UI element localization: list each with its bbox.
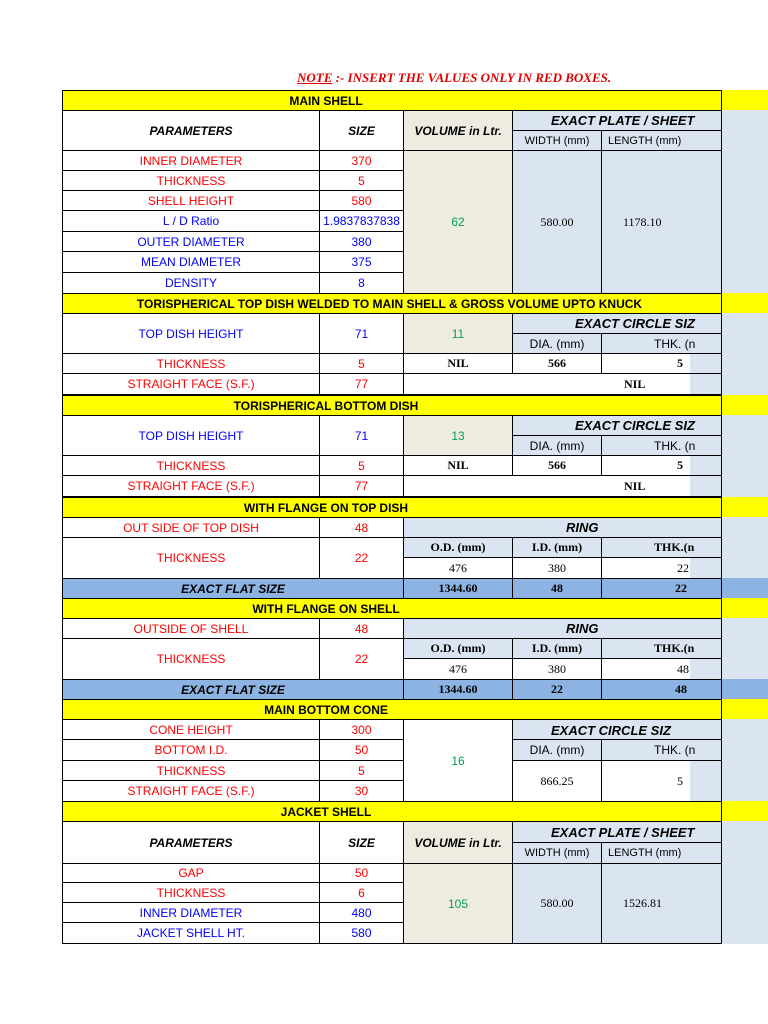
thickness-label[interactable]: THICKNESS: [62, 170, 320, 191]
jacket-exact-plate-header[interactable]: EXACT PLATE / SHEET: [512, 821, 722, 843]
top-dish-volume[interactable]: 11: [403, 313, 513, 354]
cone-title[interactable]: MAIN BOTTOM CONE: [62, 699, 722, 720]
ld-ratio-label[interactable]: L / D Ratio: [62, 210, 320, 232]
flange-top-flat-id[interactable]: 48: [512, 578, 602, 599]
cone-thk-header[interactable]: THK. (n: [601, 739, 722, 761]
top-dish-sf-nil[interactable]: NIL: [403, 373, 722, 395]
exact-plate-header[interactable]: EXACT PLATE / SHEET: [512, 110, 722, 131]
top-dish-sf-label[interactable]: STRAIGHT FACE (S.F.): [62, 373, 320, 395]
cone-circle-header[interactable]: EXACT CIRCLE SIZ: [512, 719, 722, 741]
cone-thickness-value[interactable]: 5: [319, 760, 404, 781]
bottom-dish-thk-header[interactable]: THK. (n: [601, 435, 722, 456]
bottom-dish-thk-value[interactable]: 5: [601, 455, 722, 476]
top-dish-thickness-label[interactable]: THICKNESS: [62, 353, 320, 374]
flange-shell-title[interactable]: WITH FLANGE ON SHELL: [62, 598, 722, 619]
jacket-width-value[interactable]: 580.00: [512, 863, 602, 944]
flange-shell-thickness-label[interactable]: THICKNESS: [62, 638, 320, 680]
density-label[interactable]: DENSITY: [62, 272, 320, 294]
flange-top-out-value[interactable]: 48: [319, 517, 404, 538]
main-shell-title[interactable]: MAIN SHELL: [62, 90, 722, 111]
cone-dia-header[interactable]: DIA. (mm): [512, 739, 602, 761]
mean-diameter-value[interactable]: 375: [319, 251, 404, 273]
top-dish-nil[interactable]: NIL: [403, 353, 513, 374]
inner-diameter-value[interactable]: 370: [319, 150, 404, 171]
bottom-dish-dia-value[interactable]: 566: [512, 455, 602, 476]
top-dish-sf-value[interactable]: 77: [319, 373, 404, 395]
bottom-dish-dia-header[interactable]: DIA. (mm): [512, 435, 602, 456]
bottom-dish-nil[interactable]: NIL: [403, 455, 513, 476]
flange-top-out-label[interactable]: OUT SIDE OF TOP DISH: [62, 517, 320, 538]
top-dish-dia-value[interactable]: 566: [512, 353, 602, 374]
bottom-dish-sf-label[interactable]: STRAIGHT FACE (S.F.): [62, 475, 320, 497]
top-dish-height-value[interactable]: 71: [319, 313, 404, 354]
bottom-dish-thickness-label[interactable]: THICKNESS: [62, 455, 320, 476]
bottom-dish-title[interactable]: TORISPHERICAL BOTTOM DISH: [62, 395, 722, 416]
jacket-thickness-value[interactable]: 6: [319, 882, 404, 903]
flange-top-flat-od[interactable]: 1344.60: [403, 578, 513, 599]
note-text: NOTE :- INSERT THE VALUES ONLY IN RED BOXES.: [297, 70, 612, 85]
flange-shell-out-label[interactable]: OUTSIDE OF SHELL: [62, 618, 320, 639]
flange-shell-flat-od[interactable]: 1344.60: [403, 679, 513, 700]
flange-shell-flat-thk[interactable]: 48: [601, 679, 722, 700]
flange-top-flat-label[interactable]: EXACT FLAT SIZE: [62, 578, 404, 599]
cone-thickness-label[interactable]: THICKNESS: [62, 760, 320, 781]
flange-shell-id-value[interactable]: 380: [512, 658, 602, 680]
inner-diameter-label[interactable]: INNER DIAMETER: [62, 150, 320, 171]
cone-volume[interactable]: 16: [403, 719, 513, 802]
flange-shell-od-header[interactable]: O.D. (mm): [403, 638, 513, 659]
outer-diameter-value[interactable]: 380: [319, 231, 404, 252]
volume-header[interactable]: VOLUME in Ltr.: [403, 110, 513, 151]
shell-length-value[interactable]: 1178.10: [601, 150, 722, 294]
flange-top-thickness-value[interactable]: 22: [319, 537, 404, 579]
density-value[interactable]: 8: [319, 272, 404, 294]
jacket-inner-diameter-value[interactable]: 480: [319, 902, 404, 923]
thickness-value[interactable]: 5: [319, 170, 404, 191]
top-dish-circle-header[interactable]: EXACT CIRCLE SIZ: [512, 313, 722, 334]
top-dish-thk-header[interactable]: THK. (n: [601, 333, 722, 354]
jacket-size-header[interactable]: SIZE: [319, 821, 404, 864]
jacket-volume-value[interactable]: 105: [403, 863, 513, 944]
mean-diameter-label[interactable]: MEAN DIAMETER: [62, 251, 320, 273]
flange-top-id-value[interactable]: 380: [512, 557, 602, 579]
cone-bottom-id-label[interactable]: BOTTOM I.D.: [62, 739, 320, 761]
jacket-width-header[interactable]: WIDTH (mm): [512, 842, 602, 864]
bottom-dish-sf-value[interactable]: 77: [319, 475, 404, 497]
flange-shell-out-value[interactable]: 48: [319, 618, 404, 639]
flange-shell-id-header[interactable]: I.D. (mm): [512, 638, 602, 659]
top-dish-dia-header[interactable]: DIA. (mm): [512, 333, 602, 354]
cone-sf-label[interactable]: STRAIGHT FACE (S.F.): [62, 780, 320, 802]
jacket-parameters-header[interactable]: PARAMETERS: [62, 821, 320, 864]
flange-top-id-header[interactable]: I.D. (mm): [512, 537, 602, 558]
flange-shell-thk-value[interactable]: 48: [601, 658, 722, 680]
jacket-thickness-label[interactable]: THICKNESS: [62, 882, 320, 903]
flange-shell-flat-label[interactable]: EXACT FLAT SIZE: [62, 679, 404, 700]
cone-sf-value[interactable]: 30: [319, 780, 404, 802]
jacket-inner-diameter-label[interactable]: INNER DIAMETER: [62, 902, 320, 923]
bottom-dish-height-value[interactable]: 71: [319, 415, 404, 456]
flange-shell-od-value[interactable]: 476: [403, 658, 513, 680]
jacket-height-value[interactable]: 580: [319, 922, 404, 944]
flange-top-thickness-label[interactable]: THICKNESS: [62, 537, 320, 579]
cone-thk-value[interactable]: 5: [601, 760, 722, 802]
jacket-title[interactable]: JACKET SHELL: [62, 801, 722, 822]
width-header[interactable]: WIDTH (mm): [512, 130, 602, 151]
flange-shell-thickness-value[interactable]: 22: [319, 638, 404, 680]
jacket-length-value[interactable]: 1526.81: [601, 863, 722, 944]
jacket-gap-value[interactable]: 50: [319, 863, 404, 883]
cone-dia-value[interactable]: 866.25: [512, 760, 602, 802]
flange-top-thk-header[interactable]: THK.(n: [601, 537, 722, 558]
shell-height-label[interactable]: SHELL HEIGHT: [62, 190, 320, 211]
flange-top-od-header[interactable]: O.D. (mm): [403, 537, 513, 558]
flange-shell-thk-header[interactable]: THK.(n: [601, 638, 722, 659]
length-header[interactable]: LENGTH (mm): [601, 130, 722, 151]
shell-height-value[interactable]: 580: [319, 190, 404, 211]
shell-width-value[interactable]: 580.00: [512, 150, 602, 294]
bottom-dish-sf-nil[interactable]: NIL: [403, 475, 722, 497]
jacket-length-header[interactable]: LENGTH (mm): [601, 842, 722, 864]
top-dish-thickness-value[interactable]: 5: [319, 353, 404, 374]
jacket-volume-header[interactable]: VOLUME in Ltr.: [403, 821, 513, 864]
jacket-height-label[interactable]: JACKET SHELL HT.: [62, 922, 320, 944]
flange-top-od-value[interactable]: 476: [403, 557, 513, 579]
flange-top-title[interactable]: WITH FLANGE ON TOP DISH: [62, 497, 722, 518]
top-dish-thk-value[interactable]: 5: [601, 353, 722, 374]
jacket-gap-label[interactable]: GAP: [62, 863, 320, 883]
size-header[interactable]: SIZE: [319, 110, 404, 151]
cone-height-value[interactable]: 300: [319, 719, 404, 740]
flange-top-ring-header[interactable]: RING: [403, 517, 722, 538]
shell-volume-value[interactable]: 62: [403, 150, 513, 294]
bottom-dish-height-label[interactable]: TOP DISH HEIGHT: [62, 415, 320, 456]
top-dish-height-label[interactable]: TOP DISH HEIGHT: [62, 313, 320, 354]
outer-diameter-label[interactable]: OUTER DIAMETER: [62, 231, 320, 252]
cone-height-label[interactable]: CONE HEIGHT: [62, 719, 320, 740]
bottom-dish-circle-header[interactable]: EXACT CIRCLE SIZ: [512, 415, 722, 436]
top-dish-title[interactable]: TORISPHERICAL TOP DISH WELDED TO MAIN SHELL & GROSS VOLUME UPTO KNUCK: [62, 293, 722, 314]
bottom-dish-thickness-value[interactable]: 5: [319, 455, 404, 476]
bottom-dish-volume[interactable]: 13: [403, 415, 513, 456]
cone-bottom-id-value[interactable]: 50: [319, 739, 404, 761]
flange-shell-flat-id[interactable]: 22: [512, 679, 602, 700]
flange-top-flat-thk[interactable]: 22: [601, 578, 722, 599]
parameters-header[interactable]: PARAMETERS: [62, 110, 320, 151]
flange-shell-ring-header[interactable]: RING: [403, 618, 722, 639]
ld-ratio-value[interactable]: 1.9837837838: [319, 210, 404, 232]
flange-top-thk-value[interactable]: 22: [601, 557, 722, 579]
